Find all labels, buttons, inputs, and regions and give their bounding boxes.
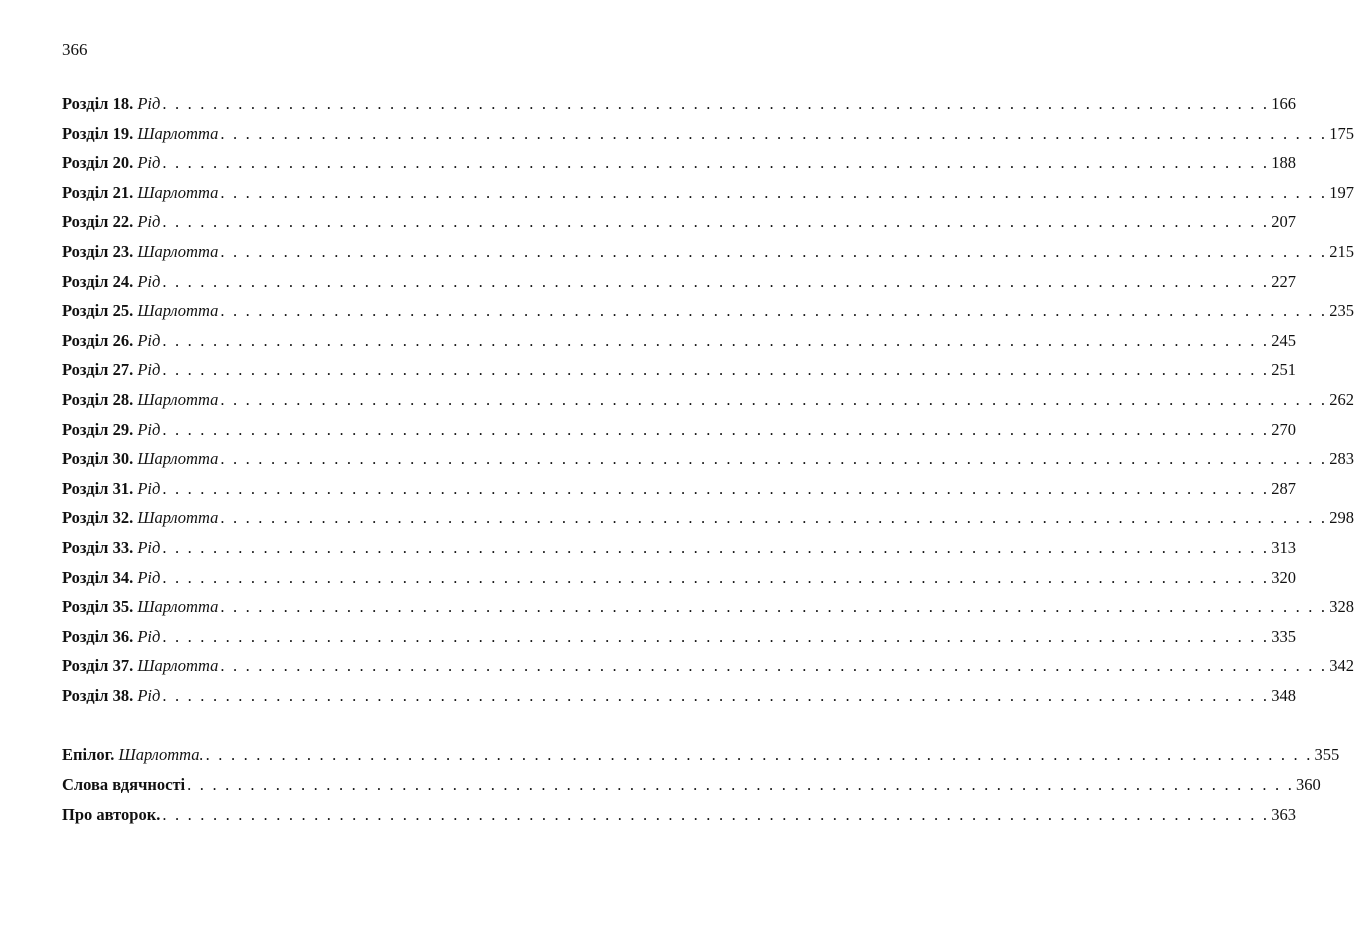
- entry-title: Шарлотта.: [118, 745, 204, 765]
- entry-page-number: 360: [1296, 775, 1321, 795]
- entry-page-number: 283: [1329, 449, 1354, 469]
- entry-title: Рід: [137, 626, 161, 646]
- entry-label: Слова вдячності: [62, 775, 186, 795]
- entry-title: Шарлотта: [137, 123, 219, 143]
- entry-title: Рід: [137, 537, 161, 557]
- toc-row: [62, 537, 1296, 568]
- toc-row: [62, 94, 1296, 124]
- entry-page-number: 262: [1329, 389, 1354, 409]
- entry-label: Розділ 37.: [62, 656, 134, 676]
- toc-row: [62, 419, 1296, 450]
- entry-title: Рід: [137, 330, 161, 350]
- dot-leader: . . . . . . . . . . . . . . . . . . . . . . . . . . . . . . . . . . . . . . . . . . . . . . . . . . . . . . . . . . . . . . . . . . . . . . . . . . . . . . . . . . . . . . . .: [205, 745, 1313, 765]
- entry-page-number: 342: [1329, 656, 1354, 676]
- entry-title: Шарлотта: [137, 508, 219, 528]
- entry-page-number: 175: [1329, 123, 1354, 143]
- entry-page-number: 348: [1271, 685, 1296, 705]
- toc-row: [62, 804, 1296, 835]
- entry-label: Розділ 21.: [62, 182, 134, 202]
- entry-title: Шарлотта: [137, 301, 219, 321]
- toc-row: [62, 775, 1321, 805]
- dot-leader: . . . . . . . . . . . . . . . . . . . . . . . . . . . . . . . . . . . . . . . . . . . . . . . . . . . . . . . . . . . . . . . . . . . . . . . . . . . . . . . . . . . . . . . .: [220, 241, 1328, 261]
- dot-leader: . . . . . . . . . . . . . . . . . . . . . . . . . . . . . . . . . . . . . . . . . . . . . . . . . . . . . . . . . . . . . . . . . . . . . . . . . . . . . . . . . . . . . . . .: [162, 330, 1270, 350]
- entry-page-number: 298: [1329, 508, 1354, 528]
- entry-title: Рід: [137, 567, 161, 587]
- entry-label: Розділ 22.: [62, 212, 134, 232]
- dot-leader: . . . . . . . . . . . . . . . . . . . . . . . . . . . . . . . . . . . . . . . . . . . . . . . . . . . . . . . . . . . . . . . . . . . . . . . . . . . . . . . . . . . . . . . .: [220, 123, 1328, 143]
- section-gap: [62, 715, 540, 745]
- entry-page-number: 215: [1329, 241, 1354, 261]
- entry-label: Розділ 18.: [62, 94, 134, 113]
- entry-page-number: 235: [1329, 301, 1354, 321]
- entry-label: Розділ 23.: [62, 241, 134, 261]
- entry-title: Шарлотта: [137, 241, 219, 261]
- toc-row: [62, 478, 1296, 509]
- toc-row: [62, 626, 1296, 657]
- toc-row: [62, 360, 1296, 390]
- entry-title: Рід: [137, 212, 161, 232]
- entry-label: Розділ 27.: [62, 360, 134, 380]
- entry-page-number: 313: [1271, 537, 1296, 557]
- dot-leader: . . . . . . . . . . . . . . . . . . . . . . . . . . . . . . . . . . . . . . . . . . . . . . . . . . . . . . . . . . . . . . . . . . . . . . . . . . . . . . . . . . . . . . . .: [220, 182, 1328, 202]
- dot-leader: . . . . . . . . . . . . . . . . . . . . . . . . . . . . . . . . . . . . . . . . . . . . . . . . . . . . . . . . . . . . . . . . . . . . . . . . . . . . . . . . . . . . . . . .: [162, 478, 1270, 498]
- dot-leader: . . . . . . . . . . . . . . . . . . . . . . . . . . . . . . . . . . . . . . . . . . . . . . . . . . . . . . . . . . . . . . . . . . . . . . . . . . . . . . . . . . . . . . . .: [220, 597, 1328, 617]
- entry-label: Епілог.: [62, 745, 115, 765]
- dot-leader: . . . . . . . . . . . . . . . . . . . . . . . . . . . . . . . . . . . . . . . . . . . . . . . . . . . . . . . . . . . . . . . . . . . . . . . . . . . . . . . . . . . . . . . .: [162, 153, 1270, 173]
- entry-title: Шарлотта: [137, 449, 219, 469]
- entry-title: Рід: [137, 419, 161, 439]
- entry-label: Розділ 31.: [62, 478, 134, 498]
- entry-page-number: 355: [1314, 745, 1340, 765]
- toc-row: [62, 656, 1354, 686]
- entry-label: Розділ 26.: [62, 330, 134, 350]
- entry-label: Розділ 19.: [62, 123, 134, 143]
- toc-row: [62, 123, 1354, 154]
- entry-title: Шарлотта: [137, 389, 219, 409]
- chapter-list: [62, 94, 1354, 715]
- entry-title: Рід: [137, 360, 161, 380]
- table-of-contents: [62, 94, 1354, 834]
- dot-leader: . . . . . . . . . . . . . . . . . . . . . . . . . . . . . . . . . . . . . . . . . . . . . . . . . . . . . . . . . . . . . . . . . . . . . . . . . . . . . . . . . . . . . . . .: [220, 449, 1328, 469]
- dot-leader: . . . . . . . . . . . . . . . . . . . . . . . . . . . . . . . . . . . . . . . . . . . . . . . . . . . . . . . . . . . . . . . . . . . . . . . . . . . . . . . . . . . . . . . .: [162, 626, 1270, 646]
- toc-row: [62, 301, 1354, 331]
- dot-leader: . . . . . . . . . . . . . . . . . . . . . . . . . . . . . . . . . . . . . . . . . . . . . . . . . . . . . . . . . . . . . . . . . . . . . . . . . . . . . . . . . . . . . . . .: [162, 271, 1270, 291]
- dot-leader: . . . . . . . . . . . . . . . . . . . . . . . . . . . . . . . . . . . . . . . . . . . . . . . . . . . . . . . . . . . . . . . . . . . . . . . . . . . . . . . . . . . . . . . .: [220, 508, 1328, 528]
- entry-page-number: 335: [1271, 626, 1296, 646]
- dot-leader: . . . . . . . . . . . . . . . . . . . . . . . . . . . . . . . . . . . . . . . . . . . . . . . . . . . . . . . . . . . . . . . . . . . . . . . . . . . . . . . . . . . . . . . .: [162, 94, 1270, 113]
- entry-label: Розділ 25.: [62, 301, 134, 321]
- dot-leader: . . . . . . . . . . . . . . . . . . . . . . . . . . . . . . . . . . . . . . . . . . . . . . . . . . . . . . . . . . . . . . . . . . . . . . . . . . . . . . . . . . . . . . . .: [162, 419, 1270, 439]
- entry-page-number: 166: [1271, 94, 1296, 113]
- dot-leader: . . . . . . . . . . . . . . . . . . . . . . . . . . . . . . . . . . . . . . . . . . . . . . . . . . . . . . . . . . . . . . . . . . . . . . . . . . . . . . . . . . . . . . . .: [162, 537, 1270, 557]
- entry-title: Рід: [137, 685, 161, 705]
- dot-leader: . . . . . . . . . . . . . . . . . . . . . . . . . . . . . . . . . . . . . . . . . . . . . . . . . . . . . . . . . . . . . . . . . . . . . . . . . . . . . . . . . . . . . . . .: [220, 301, 1328, 321]
- entry-page-number: 197: [1329, 182, 1354, 202]
- toc-row: [62, 597, 1354, 627]
- entry-page-number: 320: [1271, 567, 1296, 587]
- entry-label: Розділ 38.: [62, 685, 134, 705]
- entry-label: Розділ 36.: [62, 626, 134, 646]
- entry-page-number: 188: [1271, 153, 1296, 173]
- entry-label: Розділ 32.: [62, 508, 134, 528]
- toc-row: [62, 389, 1354, 420]
- toc-row: [62, 212, 1296, 242]
- toc-row: [62, 271, 1296, 302]
- dot-leader: . . . . . . . . . . . . . . . . . . . . . . . . . . . . . . . . . . . . . . . . . . . . . . . . . . . . . . . . . . . . . . . . . . . . . . . . . . . . . . . . . . . . . . . .: [162, 212, 1270, 232]
- entry-label: Розділ 30.: [62, 449, 134, 469]
- entry-title: Рід: [137, 94, 161, 113]
- entry-page-number: 363: [1271, 804, 1296, 824]
- entry-title: Рід: [137, 153, 161, 173]
- toc-row: [62, 745, 1340, 775]
- dot-leader: . . . . . . . . . . . . . . . . . . . . . . . . . . . . . . . . . . . . . . . . . . . . . . . . . . . . . . . . . . . . . . . . . . . . . . . . . . . . . . . . . . . . . . . .: [220, 656, 1328, 676]
- entry-label: Розділ 35.: [62, 597, 134, 617]
- entry-page-number: 207: [1271, 212, 1296, 232]
- dot-leader: . . . . . . . . . . . . . . . . . . . . . . . . . . . . . . . . . . . . . . . . . . . . . . . . . . . . . . . . . . . . . . . . . . . . . . . . . . . . . . . . . . . . . . . .: [162, 567, 1270, 587]
- entry-title: Шарлотта: [137, 182, 219, 202]
- entry-title: Шарлотта: [137, 656, 219, 676]
- entry-label: Розділ 29.: [62, 419, 134, 439]
- page-number: 366: [62, 40, 88, 59]
- entry-title: Рід: [137, 478, 161, 498]
- entry-page-number: 227: [1271, 271, 1296, 291]
- toc-row: [62, 508, 1354, 538]
- entry-page-number: 270: [1271, 419, 1296, 439]
- dot-leader: . . . . . . . . . . . . . . . . . . . . . . . . . . . . . . . . . . . . . . . . . . . . . . . . . . . . . . . . . . . . . . . . . . . . . . . . . . . . . . . . . . . . . . . .: [162, 685, 1270, 705]
- entry-title: Шарлотта: [137, 597, 219, 617]
- entry-label: Розділ 24.: [62, 271, 134, 291]
- toc-row: [62, 567, 1296, 598]
- toc-row: [62, 685, 1296, 716]
- entry-page-number: 251: [1271, 360, 1296, 380]
- toc-row: [62, 182, 1354, 213]
- entry-title: Рід: [137, 271, 161, 291]
- entry-label: Розділ 28.: [62, 389, 134, 409]
- entry-label: Розділ 34.: [62, 567, 134, 587]
- entry-page-number: 245: [1271, 330, 1296, 350]
- entry-label: Розділ 20.: [62, 153, 134, 173]
- toc-row: [62, 241, 1354, 272]
- back-matter-list: [62, 745, 1340, 834]
- dot-leader: . . . . . . . . . . . . . . . . . . . . . . . . . . . . . . . . . . . . . . . . . . . . . . . . . . . . . . . . . . . . . . . . . . . . . . . . . . . . . . . . . . . . . . . .: [187, 775, 1295, 795]
- toc-row: [62, 330, 1296, 361]
- entry-label: Про авторок.: [62, 804, 161, 824]
- dot-leader: . . . . . . . . . . . . . . . . . . . . . . . . . . . . . . . . . . . . . . . . . . . . . . . . . . . . . . . . . . . . . . . . . . . . . . . . . . . . . . . . . . . . . . . .: [162, 360, 1270, 380]
- entry-page-number: 287: [1271, 478, 1296, 498]
- toc-row: [62, 153, 1296, 183]
- entry-page-number: 328: [1329, 597, 1354, 617]
- dot-leader: . . . . . . . . . . . . . . . . . . . . . . . . . . . . . . . . . . . . . . . . . . . . . . . . . . . . . . . . . . . . . . . . . . . . . . . . . . . . . . . . . . . . . . . .: [220, 389, 1328, 409]
- dot-leader: . . . . . . . . . . . . . . . . . . . . . . . . . . . . . . . . . . . . . . . . . . . . . . . . . . . . . . . . . . . . . . . . . . . . . . . . . . . . . . . . . . . . . . . .: [162, 804, 1270, 824]
- toc-row: [62, 449, 1354, 479]
- entry-label: Розділ 33.: [62, 537, 134, 557]
